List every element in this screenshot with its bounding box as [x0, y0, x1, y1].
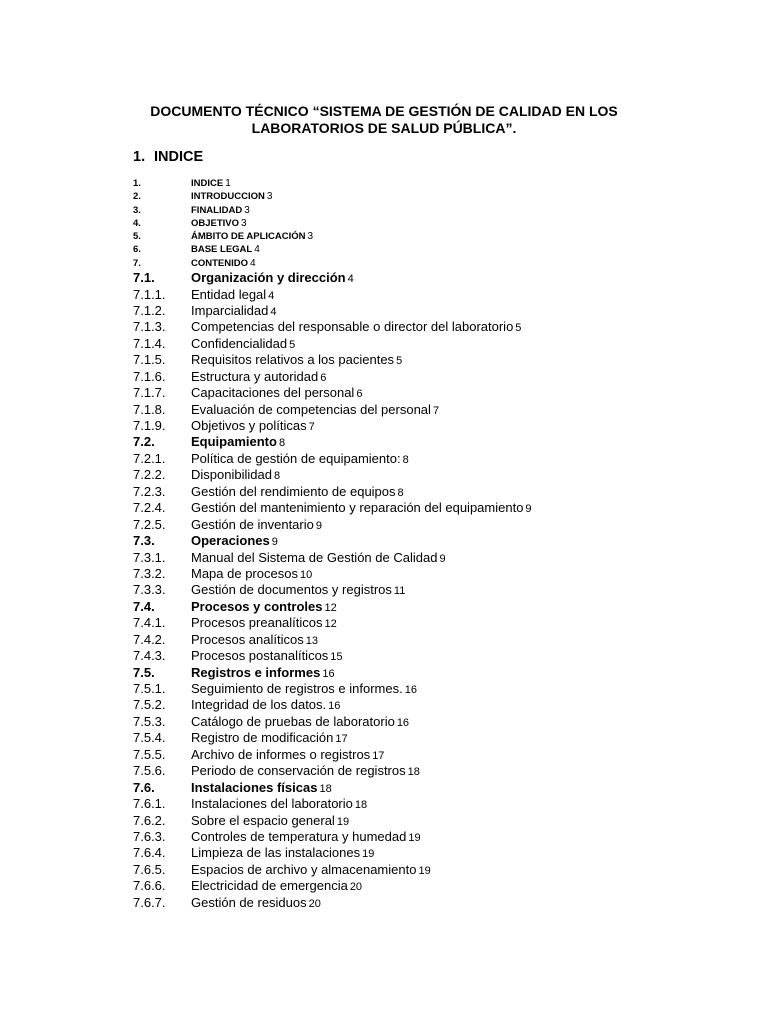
toc-entry-number: 7.6.: [133, 779, 155, 795]
toc-entry-page-number: 4: [270, 305, 277, 318]
toc-entry-title: Confidencialidad: [191, 335, 288, 351]
toc-entry-page-number: 7: [432, 404, 440, 417]
toc-entry[interactable]: [133, 862, 637, 878]
toc-entry-title: Gestión de residuos: [191, 894, 307, 910]
toc-entry-number: 7.6.4.: [133, 845, 166, 861]
toc-entry-number: 7.3.1.: [133, 549, 166, 565]
toc-entry-title: Procesos preanalíticos: [191, 615, 323, 631]
toc-entry-number: 7.2.3.: [133, 483, 166, 499]
toc-entry-number: 7.3.2.: [133, 565, 166, 581]
toc-entry[interactable]: [133, 287, 637, 303]
toc-entry-title: Disponibilidad: [191, 467, 272, 483]
toc-entry-title: Procesos postanalíticos: [191, 648, 329, 664]
toc-entry-title: Controles de temperatura y humedad: [191, 828, 407, 844]
toc-entry-title: Gestión del rendimiento de equipos: [191, 483, 396, 499]
toc-entry-number: 7.2.: [133, 434, 155, 450]
toc-entry[interactable]: [133, 434, 637, 450]
toc-entry[interactable]: [133, 418, 637, 434]
toc-entry-title: Entidad legal: [191, 286, 267, 302]
toc-entry-number: 7.1.1.: [133, 286, 166, 302]
toc-entry-page-number: 20: [349, 881, 363, 894]
toc-entry-title: BASE LEGAL: [191, 244, 253, 256]
toc-entry-number: 7.3.: [133, 533, 155, 549]
toc-entry[interactable]: [133, 451, 637, 467]
toc-entry-page-number: 20: [308, 897, 321, 910]
toc-entry-number: 7.5.: [133, 664, 155, 680]
toc-entry-page-number: 9: [525, 503, 532, 516]
toc-entry-title: Instalaciones físicas: [191, 779, 318, 795]
toc-entry[interactable]: [133, 467, 637, 483]
toc-entry-page-number: 11: [393, 585, 406, 598]
toc-entry-page-number: 9: [271, 536, 278, 549]
toc-entry-number: 7.5.5.: [133, 746, 166, 762]
toc-entry-page-number: 4: [250, 257, 256, 269]
toc-entry[interactable]: [133, 336, 637, 352]
toc-entry-title: Integridad de los datos.: [191, 697, 327, 713]
toc-entry-title: Instalaciones del laboratorio: [191, 796, 353, 812]
toc-entry-page-number: 4: [254, 244, 260, 256]
index-heading-number: 1.: [133, 149, 146, 165]
toc-entry-page-number: 12: [324, 601, 337, 614]
toc-entry[interactable]: [133, 243, 637, 256]
toc-entry-number: 7.1.: [133, 270, 155, 286]
toc-entry-number: 7.1.3.: [133, 319, 166, 335]
toc-entry-title: Evaluación de competencias del personal: [191, 401, 431, 417]
document-title: [150, 103, 618, 137]
toc-entry-page-number: 8: [273, 470, 281, 483]
toc-entry-page-number: 6: [320, 371, 327, 384]
toc-entry[interactable]: [133, 257, 637, 270]
toc-entry-page-number: 7: [308, 421, 315, 434]
toc-entry-number: 7.5.2.: [133, 697, 166, 713]
toc-entry[interactable]: [133, 270, 637, 286]
toc-entry-number: 7.6.6.: [133, 878, 166, 894]
toc-entry[interactable]: [133, 369, 637, 385]
toc-entry-page-number: 17: [335, 733, 348, 746]
toc-entry[interactable]: [133, 714, 637, 730]
toc-entry[interactable]: [133, 615, 637, 631]
toc-entry-page-number: 3: [244, 204, 250, 216]
toc-entry-title: Capacitaciones del personal: [191, 385, 355, 401]
toc-entry-page-number: 3: [266, 191, 273, 203]
toc-entry-number: 7.1.7.: [133, 385, 166, 401]
toc-entry-page-number: 1: [225, 178, 231, 189]
toc-entry-page-number: 18: [354, 799, 368, 812]
toc-entry-number: 7.5.4.: [133, 730, 166, 746]
toc-entry-number: 7.6.1.: [133, 796, 166, 812]
toc-entry-page-number: 6: [356, 388, 363, 401]
toc-entry[interactable]: [133, 230, 637, 243]
toc-entry-title: OBJETIVO: [191, 217, 240, 229]
toc-entry-title: ÁMBITO DE APLICACIÓN: [191, 231, 306, 243]
toc-entry-title: Electricidad de emergencia: [191, 878, 348, 894]
toc-entry[interactable]: [133, 648, 637, 664]
toc-entry-page-number: 13: [305, 634, 318, 647]
toc-entry-title: Catálogo de pruebas de laboratorio: [191, 713, 395, 729]
toc-entry-page-number: 10: [299, 568, 313, 581]
toc-entry[interactable]: [133, 385, 637, 401]
toc-entry-page-number: 5: [396, 355, 403, 368]
toc-entry[interactable]: [133, 533, 637, 549]
toc-entry-number: 5.: [133, 231, 141, 243]
toc-entry[interactable]: [133, 550, 637, 566]
toc-entry-page-number: 8: [397, 486, 404, 499]
toc-entry-number: 7.6.5.: [133, 861, 166, 877]
toc-entry[interactable]: [133, 845, 637, 861]
toc-entry-page-number: 3: [307, 231, 314, 243]
toc-entry[interactable]: [133, 303, 637, 319]
toc-entry-title: Archivo de informes o registros: [191, 746, 371, 762]
toc-entry-title: Espacios de archivo y almacenamiento: [191, 861, 417, 877]
toc-entry-title: Competencias del responsable o director del laboratorio: [191, 319, 514, 335]
toc-entry[interactable]: [133, 352, 637, 368]
toc-entry-page-number: 16: [404, 684, 417, 697]
toc-entry-title: Operaciones: [191, 533, 270, 549]
toc-entry[interactable]: [133, 517, 637, 533]
toc-entry[interactable]: [133, 763, 637, 779]
toc-entry-title: FINALIDAD: [191, 204, 243, 216]
toc-entry-number: 4.: [133, 217, 141, 229]
toc-entry-page-number: 4: [268, 289, 275, 302]
toc-entry-title: Objetivos y políticas: [191, 418, 307, 434]
toc-entry-title: Limpieza de las instalaciones: [191, 845, 361, 861]
toc-entry-title: Registro de modificación: [191, 730, 334, 746]
toc-entry[interactable]: [133, 204, 637, 217]
toc-entry-number: 2.: [133, 191, 141, 203]
toc-entry-page-number: 9: [439, 552, 446, 565]
toc-entry-number: 7.6.2.: [133, 812, 166, 828]
toc-entry[interactable]: [133, 681, 637, 697]
toc-entry-title: Periodo de conservación de registros: [191, 763, 406, 779]
toc-entry-number: 7.6.7.: [133, 894, 166, 910]
toc-entry[interactable]: [133, 484, 637, 500]
toc-entry-number: 7.5.6.: [133, 763, 166, 779]
toc-entry-number: 7.5.3.: [133, 713, 166, 729]
toc-entry-page-number: 5: [289, 338, 296, 351]
toc-entry-page-number: 16: [328, 700, 341, 713]
toc-entry-number: 7.1.9.: [133, 418, 166, 434]
toc-entry-title: Procesos y controles: [191, 598, 323, 614]
toc-entry-title: Registros e informes: [191, 664, 321, 680]
index-heading-label: INDICE: [154, 149, 204, 165]
toc-entry-number: 7.1.2.: [133, 302, 166, 318]
toc-entry-page-number: 19: [336, 815, 350, 828]
toc-entry[interactable]: [133, 177, 637, 190]
toc-entry-title: Seguimiento de registros e informes.: [191, 681, 403, 697]
toc-entry[interactable]: [133, 599, 637, 615]
toc-entry-number: 7.5.1.: [133, 681, 166, 697]
toc-entry-number: 7.4.1.: [133, 615, 166, 631]
toc-entry[interactable]: [133, 190, 637, 203]
toc-entry[interactable]: [133, 796, 637, 812]
toc-entry-number: 7.4.3.: [133, 648, 166, 664]
toc-entry-title: Gestión de inventario: [191, 516, 314, 532]
document-title-line-1: DOCUMENTO TÉCNICO “SISTEMA DE GESTIÓN DE CALIDAD EN LOS: [150, 103, 618, 119]
toc-entry-number: 7.3.3.: [133, 582, 166, 598]
toc-entry-title: Procesos analíticos: [191, 631, 304, 647]
toc-entry-page-number: 8: [402, 453, 409, 466]
toc-entry-title: Sobre el espacio general: [191, 812, 335, 828]
toc-entry-page-number: 18: [319, 782, 332, 795]
toc-entry-title: Imparcialidad: [191, 302, 269, 318]
toc-entry-number: 7.6.3.: [133, 828, 166, 844]
toc-entry-page-number: 16: [322, 667, 335, 680]
toc-entry-page-number: 12: [324, 618, 337, 631]
toc-entry-number: 7.2.1.: [133, 450, 166, 466]
toc-entry-page-number: 19: [408, 831, 421, 844]
toc-entry[interactable]: [133, 829, 637, 845]
toc-entry-number: 6.: [133, 244, 141, 256]
toc-entry-number: 1.: [133, 178, 141, 189]
toc-entry-title: Estructura y autoridad: [191, 368, 319, 384]
toc-entry[interactable]: [133, 632, 637, 648]
toc-entry-page-number: 5: [515, 322, 522, 335]
toc-entry-number: 7.4.: [133, 598, 155, 614]
toc-entry-page-number: 19: [362, 848, 375, 861]
toc-entry-number: 7.1.5.: [133, 352, 166, 368]
toc-entry[interactable]: [133, 730, 637, 746]
toc-entry-page-number: 17: [372, 749, 385, 762]
toc-entry[interactable]: [133, 747, 637, 763]
toc-entry-page-number: 9: [315, 519, 322, 532]
toc-entry-page-number: 8: [278, 437, 286, 450]
toc-entry[interactable]: [133, 780, 637, 796]
toc-entry[interactable]: [133, 895, 637, 911]
toc-entry[interactable]: [133, 665, 637, 681]
toc-entry-number: 7.4.2.: [133, 631, 166, 647]
toc-entry-page-number: 18: [407, 766, 420, 779]
toc-entry-number: 7.2.4.: [133, 500, 166, 516]
toc-entry-page-number: 15: [330, 651, 343, 664]
toc-entry-title: Mapa de procesos: [191, 565, 298, 581]
toc-entry-page-number: 19: [418, 864, 431, 877]
toc-entry-number: 3.: [133, 204, 141, 216]
toc-entry-number: 7.2.2.: [133, 467, 166, 483]
toc-entry-page-number: 3: [241, 217, 247, 229]
toc-entry-title: INDICE: [191, 178, 224, 189]
toc-entry-title: Equipamiento: [191, 434, 277, 450]
toc-entry-title: Manual del Sistema de Gestión de Calidad: [191, 549, 438, 565]
toc-entry[interactable]: [133, 566, 637, 582]
toc-entry[interactable]: [133, 697, 637, 713]
toc-entry-number: 7.1.8.: [133, 401, 166, 417]
index-heading: [133, 149, 203, 165]
toc-entry[interactable]: [133, 582, 637, 598]
table-of-contents: [133, 177, 637, 911]
document-title-line-2: LABORATORIOS DE SALUD PÚBLICA”.: [251, 120, 517, 136]
toc-entry-title: Gestión del mantenimiento y reparación del equipamiento: [191, 500, 524, 516]
toc-entry[interactable]: [133, 500, 637, 516]
toc-entry[interactable]: [133, 878, 637, 894]
toc-entry-number: 7.1.6.: [133, 368, 166, 384]
toc-entry[interactable]: [133, 217, 637, 230]
toc-entry-number: 7.1.4.: [133, 335, 166, 351]
toc-entry-title: Requisitos relativos a los pacientes: [191, 352, 395, 368]
toc-entry-number: 7.: [133, 257, 141, 269]
toc-entry[interactable]: [133, 319, 637, 335]
toc-entry-title: Política de gestión de equipamiento:: [191, 450, 401, 466]
toc-entry-title: INTRODUCCION: [191, 191, 265, 203]
toc-entry-title: Gestión de documentos y registros: [191, 582, 392, 598]
toc-entry-page-number: 16: [396, 716, 410, 729]
toc-entry-title: CONTENIDO: [191, 257, 248, 269]
toc-entry[interactable]: [133, 402, 637, 418]
toc-entry-title: Organización y dirección: [191, 270, 346, 286]
toc-entry-page-number: 4: [347, 273, 354, 286]
toc-entry-number: 7.2.5.: [133, 516, 166, 532]
toc-entry[interactable]: [133, 813, 637, 829]
